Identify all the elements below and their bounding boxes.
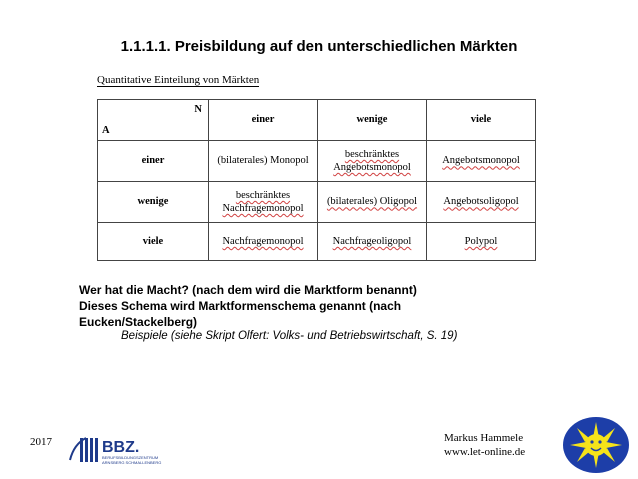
table-caption: Quantitative Einteilung von Märkten bbox=[97, 74, 260, 86]
table-cell bbox=[318, 141, 427, 182]
corner-label-a: A bbox=[102, 124, 110, 136]
cell-text: Angebotsmonopol bbox=[442, 155, 520, 167]
logo-small-text-1: BERUFSBILDUNGSZENTRUM bbox=[102, 455, 159, 460]
row-header-viele: viele bbox=[98, 223, 209, 261]
cell-text: Nachfrageoligopol bbox=[332, 235, 412, 247]
explanation-text bbox=[79, 282, 559, 330]
row-header-einer: einer bbox=[98, 141, 209, 182]
cell-text: beschränktes Angebotsmonopol bbox=[333, 148, 411, 173]
corner-label-n: N bbox=[194, 104, 202, 115]
table-cell bbox=[427, 141, 536, 182]
logo-small-text-2: ARNSBERG SCHMALLENBERG bbox=[102, 460, 162, 465]
cell-text: Polypol bbox=[464, 235, 498, 247]
footer-year: 2017 bbox=[30, 436, 52, 448]
cell-text: beschränktes Nachfragemonopol bbox=[222, 189, 304, 214]
sun-logo-icon bbox=[562, 416, 630, 474]
text-line: Dieses Schema wird Marktformenschema genannt (nach bbox=[79, 299, 402, 313]
page-title: 1.1.1.1. Preisbildung auf den unterschiedlichen Märkten bbox=[120, 38, 518, 55]
cell-text: (bilaterales) Oligopol bbox=[326, 196, 418, 208]
table-cell bbox=[318, 182, 427, 223]
column-header-wenige: wenige bbox=[318, 100, 427, 141]
table-cell bbox=[427, 223, 536, 261]
column-header-viele: viele bbox=[427, 100, 536, 141]
table-row bbox=[98, 223, 536, 261]
column-header-einer: einer bbox=[209, 100, 318, 141]
text-line: Wer hat die Macht? (nach dem wird die Marktform benannt) bbox=[79, 283, 417, 297]
table-cell bbox=[318, 223, 427, 261]
table-corner-cell bbox=[98, 100, 209, 141]
table-row bbox=[98, 141, 536, 182]
bbz-logo-icon bbox=[66, 430, 181, 468]
table-cell bbox=[209, 223, 318, 261]
table-row bbox=[98, 182, 536, 223]
market-forms-table bbox=[97, 99, 536, 261]
author-info bbox=[444, 431, 525, 459]
table-cell: (bilaterales) Monopol bbox=[209, 141, 318, 182]
text-line: Eucken/Stackelberg) bbox=[79, 315, 198, 329]
logo-text: BBZ. bbox=[102, 439, 140, 456]
author-website: www.let-online.de bbox=[444, 446, 526, 458]
table-cell bbox=[427, 182, 536, 223]
table-cell bbox=[209, 182, 318, 223]
cell-text: Nachfragemonopol bbox=[222, 235, 304, 247]
row-header-wenige: wenige bbox=[98, 182, 209, 223]
example-reference: Beispiele (siehe Skript Olfert: Volks- und Betriebswirtschaft, S. 19) bbox=[121, 330, 458, 342]
cell-text: Angebotsoligopol bbox=[443, 196, 519, 208]
author-name: Markus Hammele bbox=[444, 432, 524, 444]
